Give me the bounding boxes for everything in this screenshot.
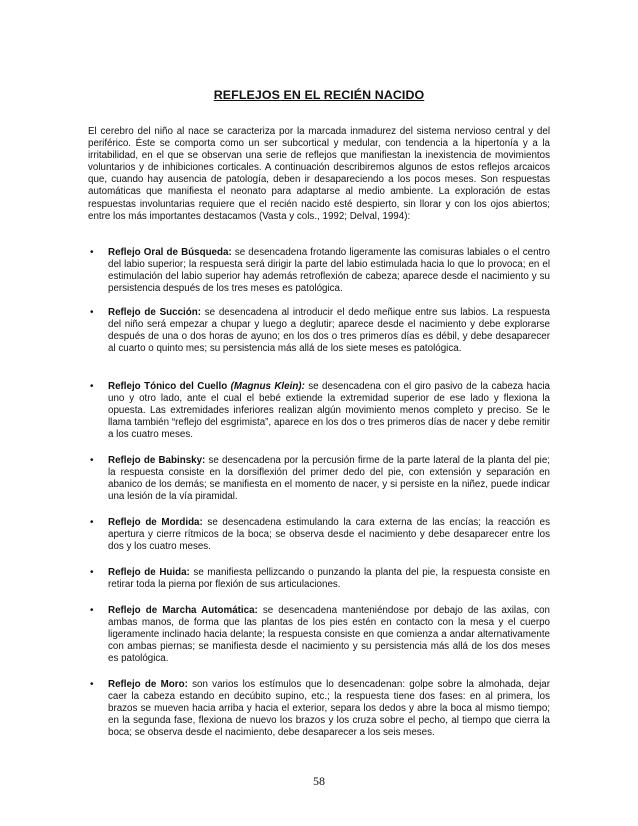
- list-item-text: [108, 567, 550, 591]
- intro-paragraph: El cerebro del niño al nace se caracteriza por la marcada inmadurez del sistema nervioso central y del periférico. Éste se comporta como un ser subcortical y medular, con tendencia a la hipertonía y a la irritabilidad, en el que se observan una serie de reflejos que manifiestan la inexistencia de movimientos voluntarios y de inhibiciones corticales. A continuación describiremos algunos de estos reflejos arcaicos que, cuando hay ausencia de patología, deben ir desapareciendo a los pocos meses. Son respuestas automáticas que manifiesta el neonato para adaptarse al medio ambiente. La exploración de estas respuestas involuntarias requiere que el recién nacido esté despierto, sin llorar y con los ojos abiertos; entre los más importantes destacamos (Vasta y cols., 1992; Delval, 1994):: [88, 126, 550, 222]
- reflex-term: Reflejo de Huida:: [108, 567, 190, 578]
- list-item-text: [108, 307, 550, 355]
- list-item-text: [108, 247, 550, 295]
- bullet-icon: •: [90, 247, 94, 258]
- bullet-icon: •: [90, 307, 94, 318]
- page-title: REFLEJOS EN EL RECIÉN NACIDO: [213, 88, 425, 102]
- bullet-icon: •: [90, 605, 94, 616]
- bullet-icon: •: [90, 567, 94, 578]
- bullet-icon: •: [90, 517, 94, 528]
- reflex-term: Reflejo de Succión:: [108, 307, 201, 318]
- reflex-description: son varios los estímulos que lo desencadenan: golpe sobre la almohada, dejar caer la cabeza estando en decúbito supino, etc.; la respuesta tiene dos fases: en al primera, los brazos se mueven hacia arriba y hacia el exterior, separa los dedos y abre la boca al mismo tiempo; en la segunda fase, flexiona de nuevo los brazos y los cruza sobre el pecho, al tiempo que cierra la boca; se observa desde el nacimiento, debe desaparecer a los seis meses.: [108, 679, 551, 739]
- reflex-term: Reflejo de Babinsky:: [108, 455, 206, 466]
- list-item-text: [108, 679, 550, 739]
- reflex-description: se desencadena manteniéndose por debajo de las axilas, con ambas manos, de forma que las plantas de los pies estén en contacto con la mesa y el cuerpo ligeramente inclinado hacia delante; la respuesta consiste en que comienza a andar alternativamente con ambas piernas; se manifiesta desde el nacimiento y su persistencia más allá de los dos meses es patológica.: [108, 605, 550, 665]
- reflex-term: Reflejo de Moro:: [108, 679, 188, 690]
- reflex-term: Reflejo de Mordida:: [108, 517, 203, 528]
- reflex-term: Reflejo Tónico del Cuello: [108, 381, 228, 392]
- bullet-icon: •: [90, 455, 94, 466]
- page-number: 58: [313, 774, 325, 788]
- reflex-term-alias: (Magnus Klein):: [230, 381, 305, 392]
- list-item-text: [108, 517, 550, 553]
- reflex-description: se desencadena frotando ligeramente las comisuras labiales o el centro del labio superior; la respuesta será dirigir la parte del labio estimulada hacia lo que lo provoca; en el estimulación del labio superior hay además retroflexión de cabeza; aparece desde el nacimiento y su persistencia después de los tres meses es patológica.: [108, 247, 550, 295]
- reflex-description: se desencadena con el giro pasivo de la cabeza hacia uno y otro lado, ante el cual el bebé extiende la extremidad superior de ese lado y flexiona la opuesta. Las extremidades inferiores realizan algún movimiento menos completo y preciso. Se le llama también “reflejo del esgrimista”, aparece en los dos o tres primeros días de nacer y debe remitir a los cuatro meses.: [108, 381, 550, 441]
- reflex-term: Reflejo de Marcha Automática:: [108, 605, 258, 616]
- list-item-text: [108, 605, 550, 665]
- reflex-description: se manifiesta pellizcando o punzando la planta del pie, la respuesta consiste en retirar toda la pierna por flexión de sus articulaciones.: [108, 567, 550, 591]
- bullet-icon: •: [90, 679, 94, 690]
- list-item-text: [108, 455, 550, 503]
- list-item-text: [108, 381, 550, 441]
- reflex-description: se desencadena estimulando la cara externa de las encías; la reacción es apertura y cierre rítmicos de la boca; se observa desde el nacimiento y debe desaparecer entre los dos y los cuatro meses.: [108, 517, 550, 553]
- reflex-description: se desencadena al introducir el dedo meñique entre sus labios. La respuesta del niño será empezar a chupar y luego a deglutir; aparece desde el nacimiento y debe explorarse después de una o dos horas de ayuno; en los dos o tres primeros días es débil, y debe desaparecer al cuarto o quinto mes; su persistencia más allá de los siete meses es patológica.: [108, 307, 550, 355]
- bullet-icon: •: [90, 381, 94, 392]
- reflex-description: se desencadena por la percusión firme de la parte lateral de la planta del pie; la respuesta consiste en la dorsiflexión del primer dedo del pie, con extensión y separación en abanico de los demás; se manifiesta en el momento de nacer, y si persiste en la niñez, puede indicar una lesión de la vía piramidal.: [108, 455, 550, 503]
- reflex-term: Reflejo Oral de Búsqueda:: [108, 247, 232, 258]
